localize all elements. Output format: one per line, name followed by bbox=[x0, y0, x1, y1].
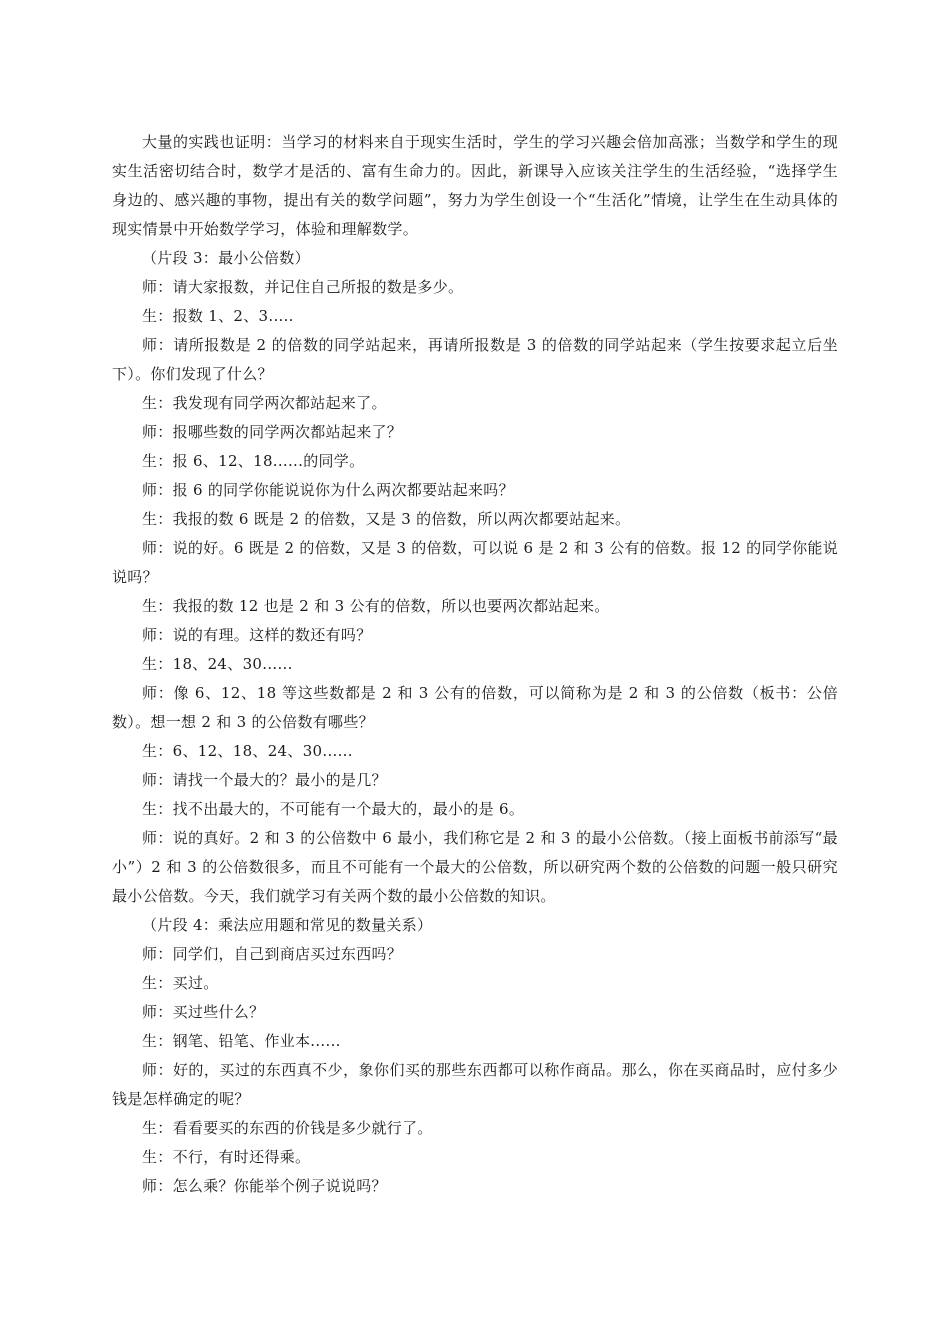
dialogue-line: 生：18、24、30...... bbox=[142, 655, 293, 673]
document-body bbox=[112, 128, 838, 1201]
dialogue-line: 生：报数 1、2、3..... bbox=[142, 307, 294, 325]
section-heading-segment-3: （片段 3：最小公倍数） bbox=[142, 249, 310, 267]
dialogue-line: 师：说的真好。2 和 3 的公倍数中 6 最小，我们称它是 2 和 3 的最小公倍数。（接上面板书前添写“最小”）2 和 3 的公倍数很多，而且不可能有一个最大的公倍数，所以研究两个数的公倍数的问题一般只研究最小公倍数。今天，我们就学习有关两个数的最小公倍数的知识。 bbox=[112, 829, 838, 905]
dialogue-line: 师：说的好。6 既是 2 的倍数，又是 3 的倍数，可以说 6 是 2 和 3 公有的倍数。报 12 的同学你能说说吗？ bbox=[112, 539, 838, 586]
dialogue-line: 生：找不出最大的，不可能有一个最大的，最小的是 6。 bbox=[142, 800, 525, 818]
dialogue-line: 师：买过些什么？ bbox=[142, 1003, 265, 1021]
dialogue-line: 师：报 6 的同学你能说说你为什么两次都要站起来吗？ bbox=[142, 481, 514, 499]
dialogue-line: 师：怎么乘？你能举个例子说说吗？ bbox=[142, 1177, 387, 1195]
dialogue-line: 生：看看要买的东西的价钱是多少就行了。 bbox=[142, 1119, 433, 1137]
dialogue-line: 师：请找一个最大的？最小的是几？ bbox=[142, 771, 387, 789]
paragraph-intro: 大量的实践也证明：当学习的材料来自于现实生活时，学生的学习兴趣会倍加高涨；当数学和学生的现实生活密切结合时，数学才是活的、富有生命力的。因此，新课导入应该关注学生的生活经验，“选择学生身边的、感兴趣的事物，提出有关的数学问题”，努力为学生创设一个“生活化”情境，让学生在生动具体的现实情景中开始数学学习，体验和理解数学。 bbox=[112, 133, 838, 238]
dialogue-line: 生：买过。 bbox=[142, 974, 219, 992]
dialogue-line: 师：请所报数是 2 的倍数的同学站起来，再请所报数是 3 的倍数的同学站起来（学生按要求起立后坐下）。你们发现了什么？ bbox=[112, 336, 838, 383]
dialogue-line: 师：像 6、12、18 等这些数都是 2 和 3 公有的倍数，可以简称为是 2 和 3 的公倍数（板书：公倍数）。想一想 2 和 3 的公倍数有哪些？ bbox=[112, 684, 838, 731]
dialogue-line: 生：钢笔、铅笔、作业本...... bbox=[142, 1032, 341, 1050]
dialogue-line: 师：同学们，自己到商店买过东西吗？ bbox=[142, 945, 403, 963]
dialogue-line: 师：说的有理。这样的数还有吗？ bbox=[142, 626, 372, 644]
dialogue-line: 师：请大家报数，并记住自己所报的数是多少。 bbox=[142, 278, 464, 296]
dialogue-line: 生：我发现有同学两次都站起来了。 bbox=[142, 394, 387, 412]
dialogue-line: 生：6、12、18、24、30...... bbox=[142, 742, 353, 760]
dialogue-line: 生：我报的数 6 既是 2 的倍数，又是 3 的倍数，所以两次都要站起来。 bbox=[142, 510, 631, 528]
dialogue-line: 生：报 6、12、18......的同学。 bbox=[142, 452, 365, 470]
dialogue-line: 师：报哪些数的同学两次都站起来了？ bbox=[142, 423, 403, 441]
section-heading-segment-4: （片段 4：乘法应用题和常见的数量关系） bbox=[142, 916, 433, 934]
dialogue-line: 师：好的，买过的东西真不少，象你们买的那些东西都可以称作商品。那么，你在买商品时，应付多少钱是怎样确定的呢？ bbox=[112, 1061, 838, 1108]
dialogue-line: 生：我报的数 12 也是 2 和 3 公有的倍数，所以也要两次都站起来。 bbox=[142, 597, 610, 615]
dialogue-line: 生：不行，有时还得乘。 bbox=[142, 1148, 311, 1166]
